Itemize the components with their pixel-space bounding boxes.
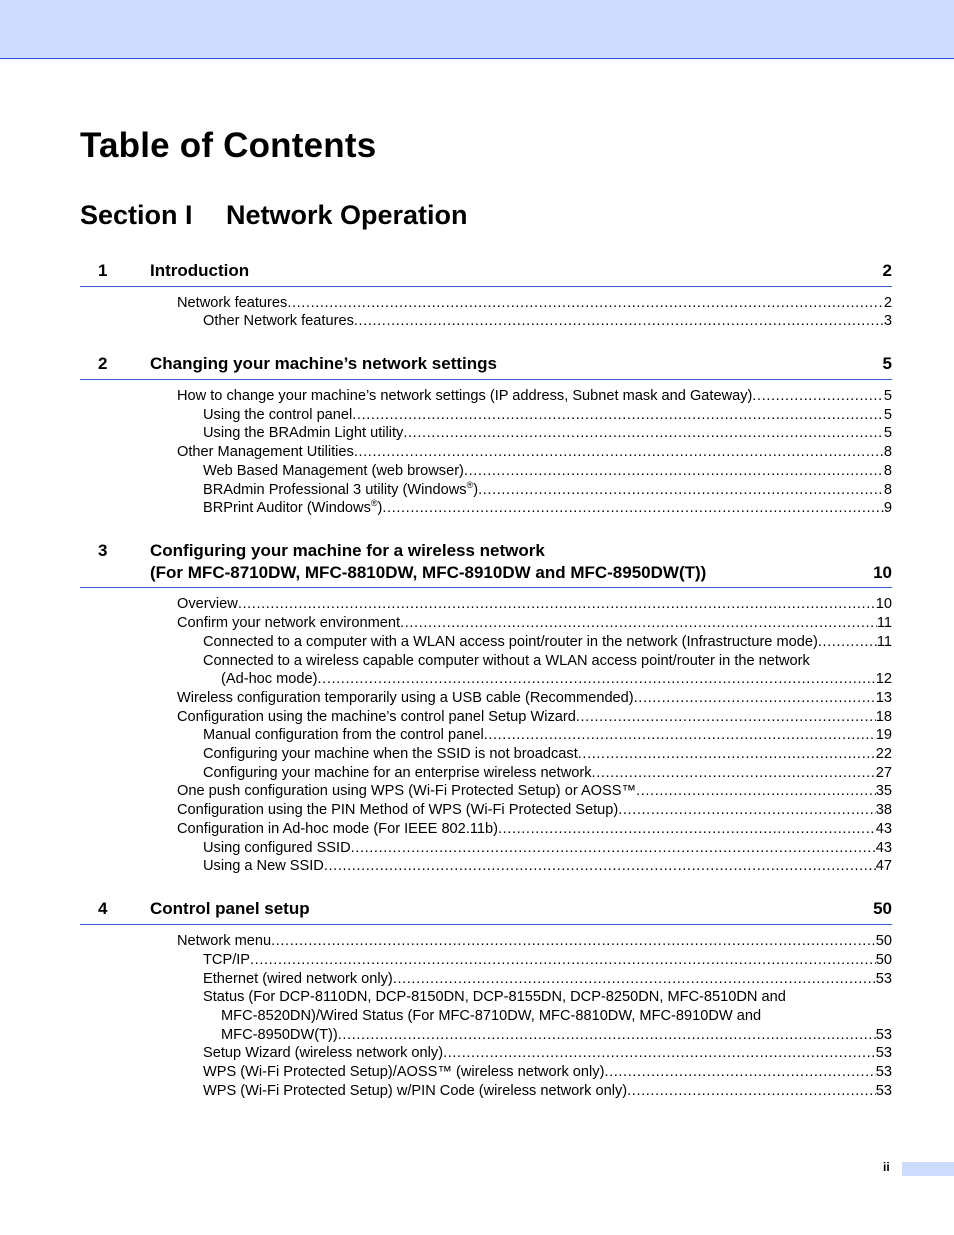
toc-entry[interactable] (203, 312, 892, 331)
toc-entry[interactable] (203, 745, 892, 764)
toc-entry[interactable] (203, 857, 892, 876)
toc-entry[interactable] (203, 1063, 892, 1082)
entry-text: Network features (177, 295, 288, 311)
entry-text: Connected to a computer with a WLAN access point/router in the network (Infrastructure mode) (203, 634, 818, 650)
chapter-number: 2 (98, 354, 108, 373)
entry-page: 8 (883, 463, 892, 479)
chapter-number: 3 (98, 541, 108, 560)
entry-text: Configuration using the PIN Method of WPS (Wi-Fi Protected Setup) (177, 802, 619, 818)
entry-text: Overview (177, 596, 238, 612)
chapter-title: Changing your machine’s network settings (150, 354, 497, 373)
chapter-title: Configuring your machine for a wireless network (150, 541, 545, 560)
dot-leader (578, 745, 876, 764)
entry-text: TCP/IP (203, 952, 251, 968)
entry-page: 53 (875, 1027, 892, 1043)
toc-entry[interactable] (203, 462, 892, 481)
entry-text (203, 481, 478, 500)
chapter-title: Control panel setup (150, 899, 310, 918)
toc-entry-text-wrapped[interactable]: Connected to a wireless capable computer without a WLAN access point/router in the network (203, 653, 810, 669)
entry-page: 5 (883, 388, 892, 404)
entry-page: 53 (875, 1045, 892, 1061)
dot-leader (354, 312, 884, 331)
entry-page: 12 (875, 671, 892, 687)
entry-page: 43 (875, 840, 892, 856)
entry-text: Ethernet (wired network only) (203, 971, 393, 987)
registered-mark: ® (466, 481, 474, 490)
toc-entry[interactable] (177, 294, 892, 313)
entry-text-part: BRPrint Auditor (Windows (203, 500, 371, 516)
toc-entry[interactable] (221, 670, 892, 689)
entry-page: 8 (883, 444, 892, 460)
chapter-1-heading[interactable] (80, 260, 892, 287)
dot-leader (393, 970, 876, 989)
entry-text: Other Management Utilities (177, 444, 354, 460)
entry-page: 13 (875, 690, 892, 706)
dot-leader (403, 424, 884, 443)
toc-entry[interactable] (203, 1044, 892, 1063)
page-title: Table of Contents (80, 126, 377, 165)
entry-text: WPS (Wi-Fi Protected Setup) w/PIN Code (wireless network only) (203, 1083, 628, 1099)
entry-page: 43 (875, 821, 892, 837)
toc-entry[interactable] (177, 708, 892, 727)
toc-entry[interactable] (203, 726, 892, 745)
chapter-page: 2 (882, 261, 892, 280)
entry-text: WPS (Wi-Fi Protected Setup)/AOSS™ (wireless network only) (203, 1064, 605, 1080)
entry-page: 10 (875, 596, 892, 612)
entry-text: Configuration in Ad-hoc mode (For IEEE 802.11b) (177, 821, 498, 837)
entry-page: 5 (883, 407, 892, 423)
entry-page: 3 (883, 313, 892, 329)
toc-entry-text-wrapped[interactable]: Status (For DCP-8110DN, DCP-8150DN, DCP-8155DN, DCP-8250DN, MFC-8510DN and (203, 989, 786, 1005)
toc-entry[interactable] (177, 443, 892, 462)
dot-leader (576, 708, 876, 727)
toc-entry[interactable] (203, 481, 892, 500)
entry-text: Confirm your network environment (177, 615, 401, 631)
dot-leader (324, 857, 876, 876)
dot-leader (498, 820, 876, 839)
entry-text-part: BRAdmin Professional 3 utility (Windows (203, 482, 467, 498)
dot-leader (464, 462, 884, 481)
registered-mark: ® (370, 499, 378, 508)
toc-entry[interactable] (177, 801, 892, 820)
entry-text: (Ad-hoc mode) (221, 671, 318, 687)
dot-leader (351, 839, 876, 858)
toc-entry[interactable] (177, 689, 892, 708)
dot-leader (287, 294, 884, 313)
dot-leader (443, 1044, 876, 1063)
dot-leader (250, 951, 876, 970)
dot-leader (752, 387, 883, 406)
chapter-title-line2: (For MFC-8710DW, MFC-8810DW, MFC-8910DW and MFC-8950DW(T)) (150, 563, 707, 582)
chapter-number: 1 (98, 261, 108, 280)
entry-page: 27 (875, 765, 892, 781)
entry-text: Using the BRAdmin Light utility (203, 425, 404, 441)
page-number: ii (883, 1160, 890, 1174)
section-heading (80, 200, 468, 231)
toc-entry[interactable] (203, 970, 892, 989)
entry-page: 8 (883, 482, 892, 498)
toc-entry[interactable] (203, 424, 892, 443)
toc-entry[interactable] (203, 764, 892, 783)
dot-leader (400, 614, 877, 633)
entry-text: Setup Wizard (wireless network only) (203, 1045, 444, 1061)
toc-entry[interactable] (177, 614, 892, 633)
entry-page: 11 (876, 615, 892, 631)
entry-text: Configuring your machine when the SSID is not broadcast (203, 746, 578, 762)
dot-leader (627, 1082, 876, 1101)
dot-leader (636, 782, 876, 801)
section-label: Section I (80, 200, 193, 230)
entry-page: 35 (875, 783, 892, 799)
entry-page: 53 (875, 971, 892, 987)
entry-text: One push configuration using WPS (Wi-Fi Protected Setup) or AOSS™ (177, 783, 637, 799)
dot-leader (484, 726, 876, 745)
entry-page: 50 (875, 933, 892, 949)
entry-text-part: ) (377, 500, 383, 516)
dot-leader (818, 633, 877, 652)
section-title: Network Operation (226, 200, 468, 230)
toc-entry[interactable] (203, 633, 892, 652)
entry-page: 18 (875, 709, 892, 725)
dot-leader (478, 481, 884, 500)
entry-page: 2 (883, 295, 892, 311)
entry-text: How to change your machine’s network settings (IP address, Subnet mask and Gateway) (177, 388, 753, 404)
toc-entry[interactable] (203, 406, 892, 425)
chapter-2-heading[interactable] (80, 353, 892, 380)
toc-entry[interactable] (203, 839, 892, 858)
entry-page: 11 (876, 634, 892, 650)
entry-text: Using the control panel (203, 407, 353, 423)
entry-page: 9 (883, 500, 892, 516)
chapter-page: 5 (882, 354, 892, 373)
entry-page: 47 (875, 858, 892, 874)
dot-leader (634, 689, 876, 708)
chapter-3-heading[interactable] (80, 540, 892, 588)
dot-leader (618, 801, 876, 820)
dot-leader (604, 1063, 875, 1082)
entry-page: 19 (875, 727, 892, 743)
chapter-number: 4 (98, 899, 108, 918)
toc-entry[interactable] (203, 1082, 892, 1101)
entry-text: Manual configuration from the control panel (203, 727, 484, 743)
entry-page: 5 (883, 425, 892, 441)
chapter-4-heading[interactable] (80, 898, 892, 925)
entry-text: Wireless configuration temporarily using a USB cable (Recommended) (177, 690, 634, 706)
dot-leader (592, 764, 876, 783)
page-tab-marker (902, 1162, 954, 1176)
dot-leader (271, 932, 876, 951)
header-band (0, 0, 954, 59)
entry-page: 53 (875, 1064, 892, 1080)
dot-leader (338, 1026, 876, 1045)
chapter-page: 50 (873, 899, 892, 918)
entry-page: 53 (875, 1083, 892, 1099)
toc-entry[interactable] (177, 820, 892, 839)
entry-text: MFC-8950DW(T)) (221, 1027, 338, 1043)
entry-text: Using a New SSID (203, 858, 324, 874)
chapter-page: 10 (873, 563, 892, 582)
entry-text-part: ) (473, 482, 479, 498)
toc-entry[interactable] (177, 932, 892, 951)
toc-entry[interactable] (221, 1026, 892, 1045)
toc-entry-text-wrapped[interactable]: MFC-8520DN)/Wired Status (For MFC-8710DW, MFC-8810DW, MFC-8910DW and (221, 1008, 762, 1024)
entry-page: 22 (875, 746, 892, 762)
entry-text: Network menu (177, 933, 272, 949)
dot-leader (352, 406, 884, 425)
dot-leader (318, 670, 876, 689)
dot-leader (238, 595, 876, 614)
toc-entry[interactable] (177, 595, 892, 614)
chapter-title: Introduction (150, 261, 250, 280)
toc-entry[interactable] (177, 782, 892, 801)
dot-leader (382, 499, 883, 518)
toc-entry[interactable] (203, 499, 892, 518)
entry-page: 38 (875, 802, 892, 818)
entry-text: Configuring your machine for an enterprise wireless network (203, 765, 592, 781)
dot-leader (354, 443, 884, 462)
entry-text: Web Based Management (web browser) (203, 463, 464, 479)
entry-text (203, 499, 382, 518)
entry-page: 50 (875, 952, 892, 968)
entry-text: Other Network features (203, 313, 354, 329)
toc-entry[interactable] (177, 387, 892, 406)
entry-text: Configuration using the machine’s control panel Setup Wizard (177, 709, 576, 725)
entry-text: Using configured SSID (203, 840, 351, 856)
toc-entry[interactable] (203, 951, 892, 970)
